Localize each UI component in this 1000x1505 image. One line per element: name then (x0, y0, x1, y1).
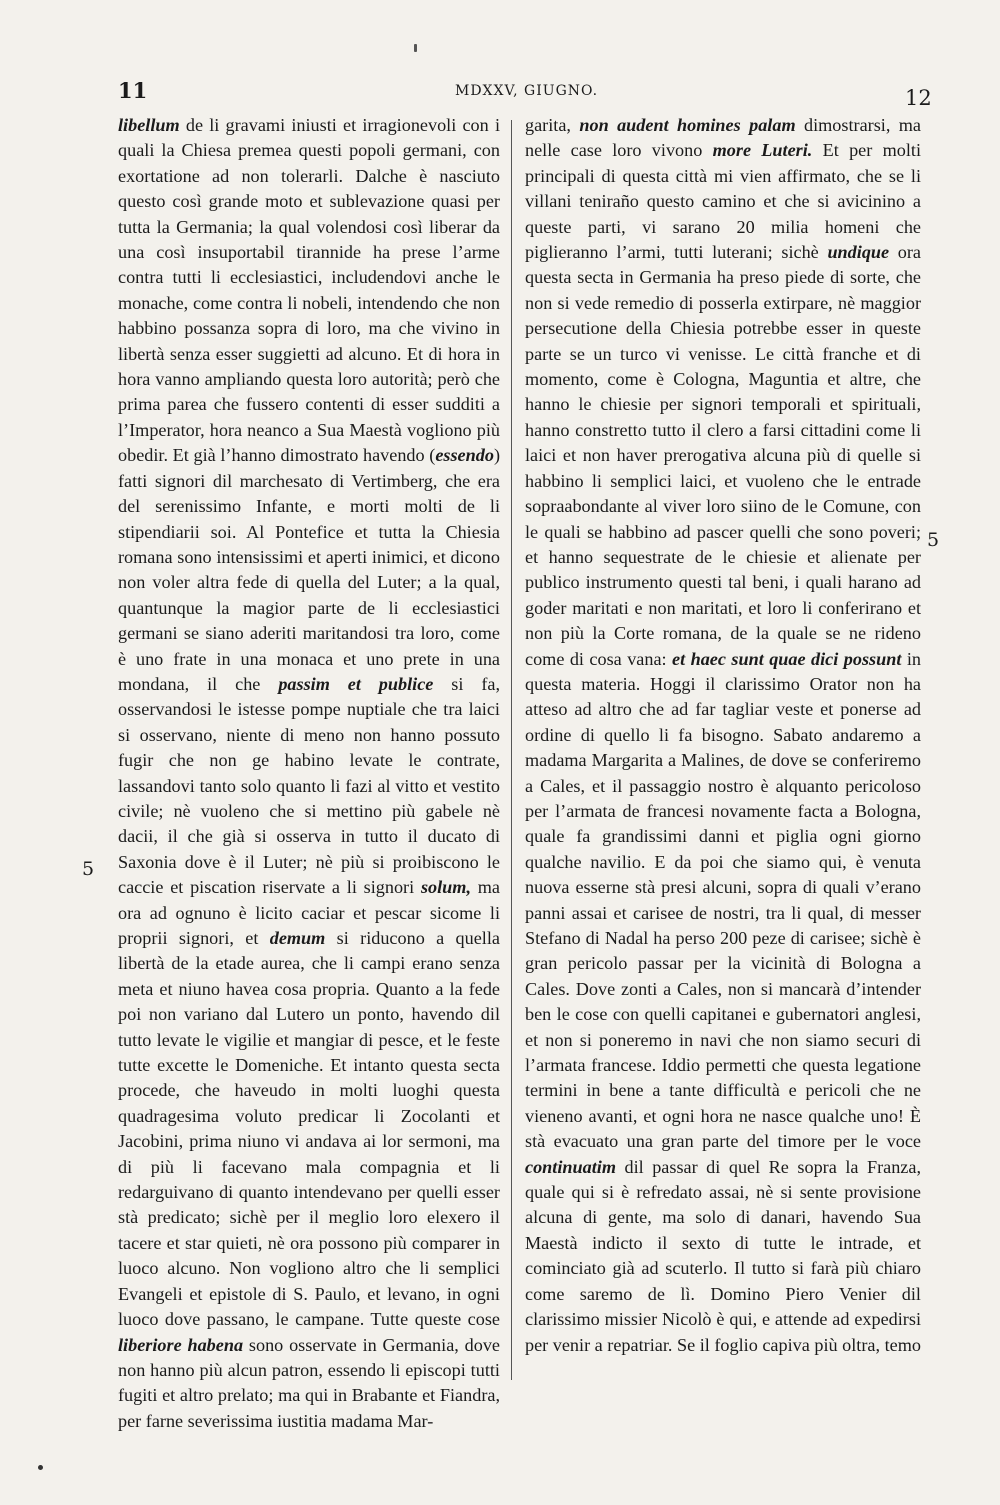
latin-italic-phrase: continuatim (525, 1156, 616, 1177)
text-run: sono osservate in Germania, dove non hanno più alcun patron, essendo li episcopi tutti fugiti et altro prelato; ma qui in Brabante et Fiandra, per farne severissima iustitia madama Mar- (118, 1334, 500, 1431)
text-run: si riducono a quella libertà de la etade aurea, che li campi erano senza meta et niuno havea cosa propria. Quanto a la fede poi non variano dal Lutero un ponto, havendo dil tutto levate le vigilie et mangiar di pesce, et le feste tutte excette le Domeniche. Et intanto questa secta procede, che haveudo in molti luoghi questa quadragesima voluto predicar li Zocolanti et Jacobini, prima niuno vi andava ai lor sermoni, ma di più li facevano mala compagnia et li redarguivano di quanto intendevano per quelli esser stà predicato; sichè per il meglio loro elexero il tacere et star quieti, nè ora possono più comparer in luoco alcuno. Non vogliono altro che li semplici Evangeli et epistole di S. Paulo, et levano, in ogni luoco dove passano, le campane. Tutte queste cose (118, 928, 500, 1330)
latin-italic-phrase: libellum (118, 115, 180, 135)
latin-italic-phrase: et haec sunt quae dici possunt (672, 648, 902, 669)
text-run: dil passar di quel Re sopra la Franza, quale qui si è refredato assai, nè si sente provisione alcuna di gente, ma solo di danari, havendo Sua Maestà indicto il sexto di tutte le intrade, et cominciato già ad scuterlo. Il tutto si farà più chiaro come saremo de lì. Domino Piero Venier dil clarissimo missier Nicolò è qui, e attende ad expedirsi per venir a repatriar. Se il foglio capiva più oltra, temo (525, 1156, 921, 1355)
ink-speck-bottom (38, 1465, 43, 1470)
page-header (0, 78, 1000, 108)
margin-line-number-left: 5 (82, 858, 95, 880)
latin-italic-phrase: undique (827, 242, 890, 263)
text-run: si fa, osservandosi le istesse pompe nuptiale che tra laici si osservano, niente di meno non hanno possuto fugir che non ge habino levate le contrate, lassandovi tanto solo quanto li fazi al vitto et vestito civile; nè vuoleno che si mettino più gabele nè dacii, il che già si osserva in tutto il ducato di Saxonia dove è il Luter; nè più si proibiscono le caccie et piscation riservate a li signori (118, 673, 501, 898)
page-number-left: 11 (118, 78, 148, 103)
latin-italic-phrase: liberiore habena (118, 1334, 244, 1355)
text-run: de li gravami iniusti et irragionevoli con i quali la Chiesa premea questi popoli germani, con exortatione ad non tolerarli. Dalche è nasciuto questo così grande moto et sublevazione quasi per tutta la Germania; la qual volendosi così liberar da una così insuportabil tirannide ha prese l’arme contra tutti li ecclesiastici, includendovi anche le monache, come contra li nobeli, intendendo che non habbino possanza sopra di loro, ma che vivino in libertà senza esser suggietti ad alcuno. Et di hora in hora vanno ampliando questa loro autorità; però che prima parea che fussero contenti di esser sudditi a l’Imperator, hora neanco a Sua Maestà vogliono più obedir. Et già l’hanno dimostrato havendo ( (118, 115, 500, 466)
text-run: in questa materia. Hoggi il clarissimo Orator non ha atteso ad altro che ad far tagliar veste et ponerse ad ordine di quello li fa bisogno. Sabato andaremo a madama Margarita a Malines, de dove se conferiremo a Cales, et il passaggio nostro è alquanto pericoloso per l’armata de francesi novamente facta a Bologna, quale fa grandissimi danni et piglia ogni giorno qualche navilio. E da poi che siamo qui, è venuta nuova esserne stà presi alcuni, sopra di quali v’erano panni assai et carisee de nostri, tra li qual, di messer Stefano di Nadal ha perso 200 peze di carisee; sichè è gran pericolo passar per la vicinità di Bologna a Cales. Dove zonti a Cales, non si mancarà d’intender ben le cose con quelli capitanei e gubernatori anglesi, et non si poneremo in navi che non siamo securi di l’armata francese. Iddio permetti che questa legatione termini in bene a tante difficultà e pericoli che ne vieneno avanti, et ogni hora ne nasce qualche uno! È stà evacuato una gran parte del timore per le voce (525, 648, 921, 1152)
text-run: ma ora ad ognuno è licito caciar et pescar sicome li proprii signori, et (118, 877, 500, 948)
right-text-column (525, 113, 921, 1358)
left-column-paragraph (118, 113, 500, 1434)
column-divider (511, 120, 512, 1380)
latin-italic-phrase: demum (269, 928, 326, 948)
text-run: Et per molti principali di questa città mi vien affirmato, che se li villani teniraño questo camino et che si avicinino a queste parti, vi sarano 20 milia homeni che piglieranno l’armi, tutti luterani; sichè (525, 140, 921, 263)
latin-italic-phrase: passim et publice (278, 673, 434, 694)
latin-italic-phrase: more Luteri. (712, 140, 813, 161)
text-run: garita, (525, 115, 580, 135)
left-text-column (118, 113, 500, 1434)
text-run: ora questa secta in Germania ha preso piede di sorte, che non si vede remedio di posserla extirpare, nè maggior persecutione della Chiesia potrebbe esser in queste parte se un turco vi venisse. Le città franche et di momento, come è Cologna, Maguntia et altre, che hanno le chiesie per signori temporali et spirituali, hanno constretto tutto il clero a farsi cittadini come li laici et non haver prerogativa alcuna più di quelle si habbino li semplici laici, et vuoleno che le entrade sopraabondante al viver loro siino de le Comune, con le quali se habbino ad pascer quelli che sono poveri; et hanno sequestrate de le chiesie et alienate per publico instrumento questi tal beni, i quali harano ad goder maritati e non maritati, et loro li conferirano et non più la Corte romana, de la quale se ne rideno come di cosa vana: (525, 242, 921, 669)
text-run: ) fatti signori dil marchesato di Vertimberg, che era del serenissimo Infante, e morti molti de li stipendiarii soi. Al Pontefice et tutta la Chiesia romana sono intensissimi et aperti inimici, et dicono non voler altra fede di quella del Luter; a la qual, quantunque la magior parte de li ecclesiastici germani se siano aderiti maritandosi tra loro, come è uno frate in una monaca et uno prete in una mondana, il che (118, 445, 500, 694)
page-number-right: 12 (905, 86, 932, 110)
running-title: MDXXV, GIUGNO. (455, 83, 599, 99)
right-column-paragraph (525, 113, 921, 1358)
latin-italic-phrase: essendo (435, 445, 494, 466)
latin-italic-phrase: non audent homines palam (579, 115, 796, 135)
margin-line-number-right: 5 (927, 529, 940, 551)
latin-italic-phrase: solum, (420, 877, 471, 898)
ink-speck-top (414, 44, 417, 52)
text-run: dimostrarsi, ma nelle case loro vivono (525, 115, 921, 161)
